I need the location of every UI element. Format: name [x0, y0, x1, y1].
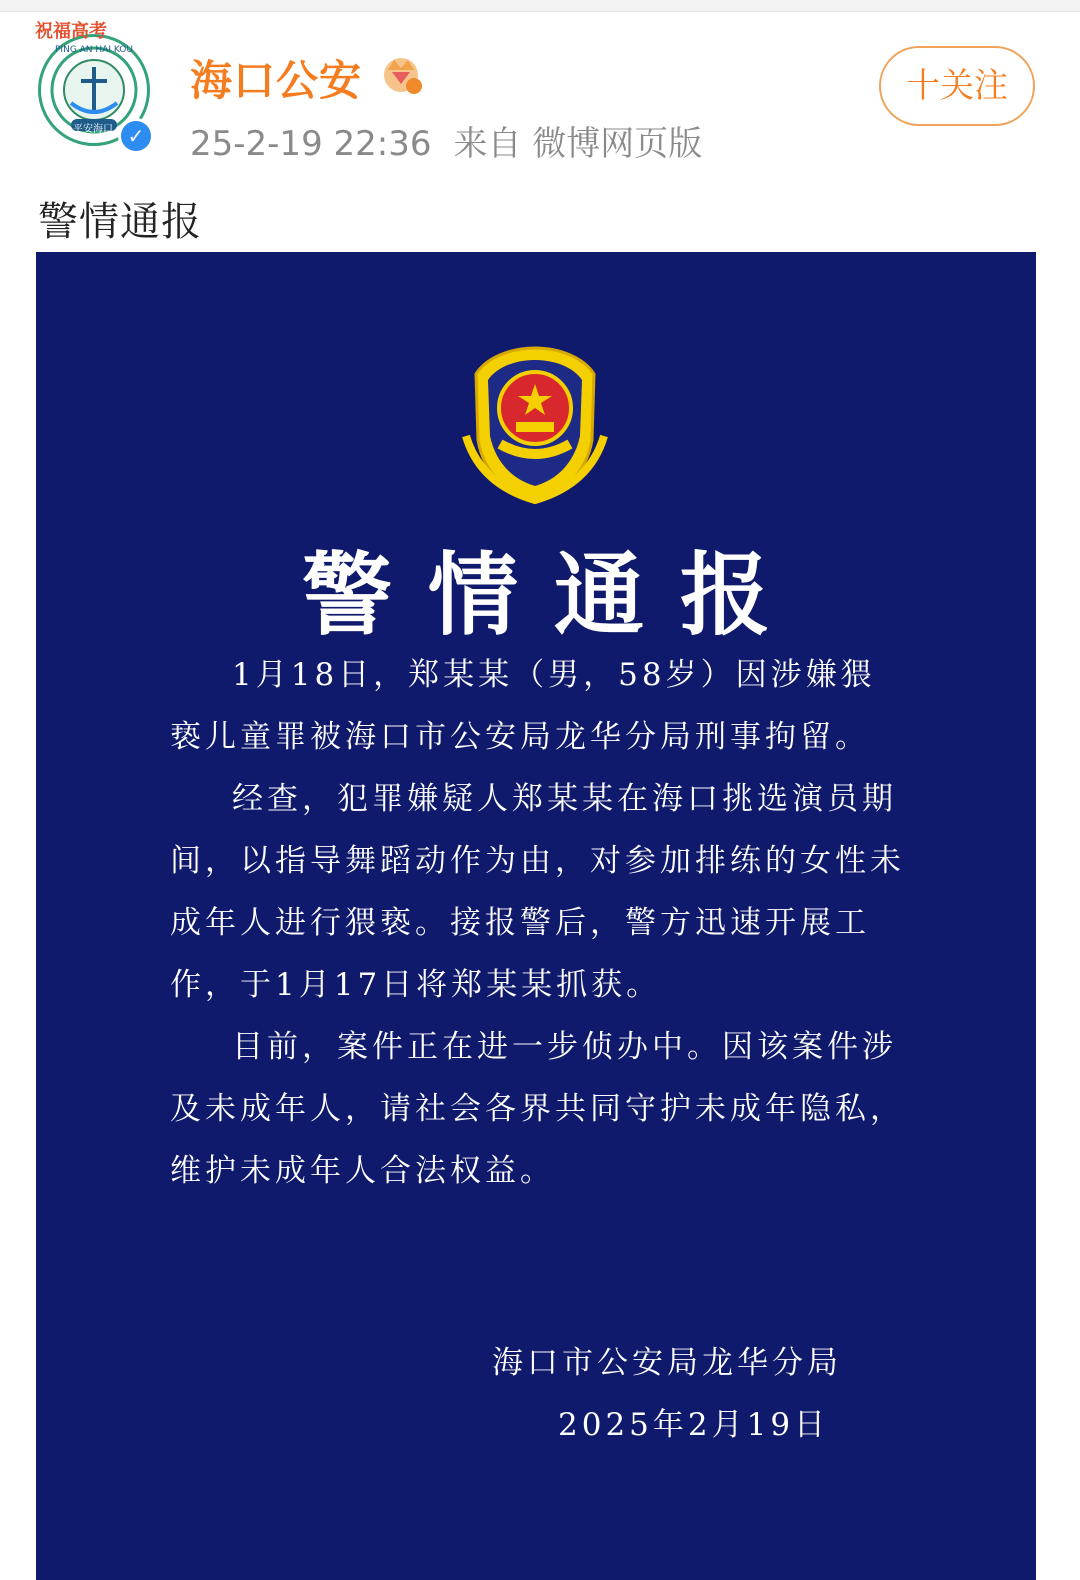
notice-body	[170, 644, 910, 1202]
avatar-caption-top: 祝福高考	[35, 21, 107, 42]
notice-paragraph: 目前，案件正在进一步侦办中。因该案件涉及未成年人，请社会各界共同守护未成年隐私，维护未成年人合法权益。	[170, 1029, 905, 1189]
avatar-caption-bottom: 平安海口	[73, 124, 113, 135]
notice-paragraph: 经查，犯罪嫌疑人郑某某在海口挑选演员期间，以指导舞蹈动作为由，对参加排练的女性未成年人进行猥亵。接报警后，警方迅速开展工作，于1月17日将郑某某抓获。	[170, 781, 905, 1003]
notice-image[interactable]	[36, 252, 1036, 1580]
post-timestamp: 25-2-19 22:36	[190, 124, 432, 164]
notice-paragraph: 1月18日，郑某某（男，58岁）因涉嫌猥亵儿童罪被海口市公安局龙华分局刑事拘留。	[170, 657, 876, 755]
user-name[interactable]: 海口公安	[190, 56, 363, 105]
notice-signature-block	[492, 1332, 892, 1456]
police-emblem-icon	[460, 344, 610, 504]
post-source[interactable]: 来自 微博网页版	[453, 124, 703, 164]
post-meta	[190, 116, 724, 165]
crown-badge-icon	[378, 50, 424, 96]
notice-signature: 海口市公安局龙华分局	[492, 1345, 842, 1381]
verified-check-icon: ✓	[118, 118, 154, 154]
notice-date: 2025年2月19日	[558, 1407, 830, 1443]
post-header	[0, 12, 1080, 182]
status-divider	[0, 0, 1080, 12]
avatar-ring-text: PING AN HAI KOU	[55, 45, 133, 55]
notice-heading: 警情通报	[302, 542, 806, 648]
follow-button[interactable]: 十关注	[879, 46, 1035, 126]
post-title: 警情通报	[38, 199, 202, 245]
